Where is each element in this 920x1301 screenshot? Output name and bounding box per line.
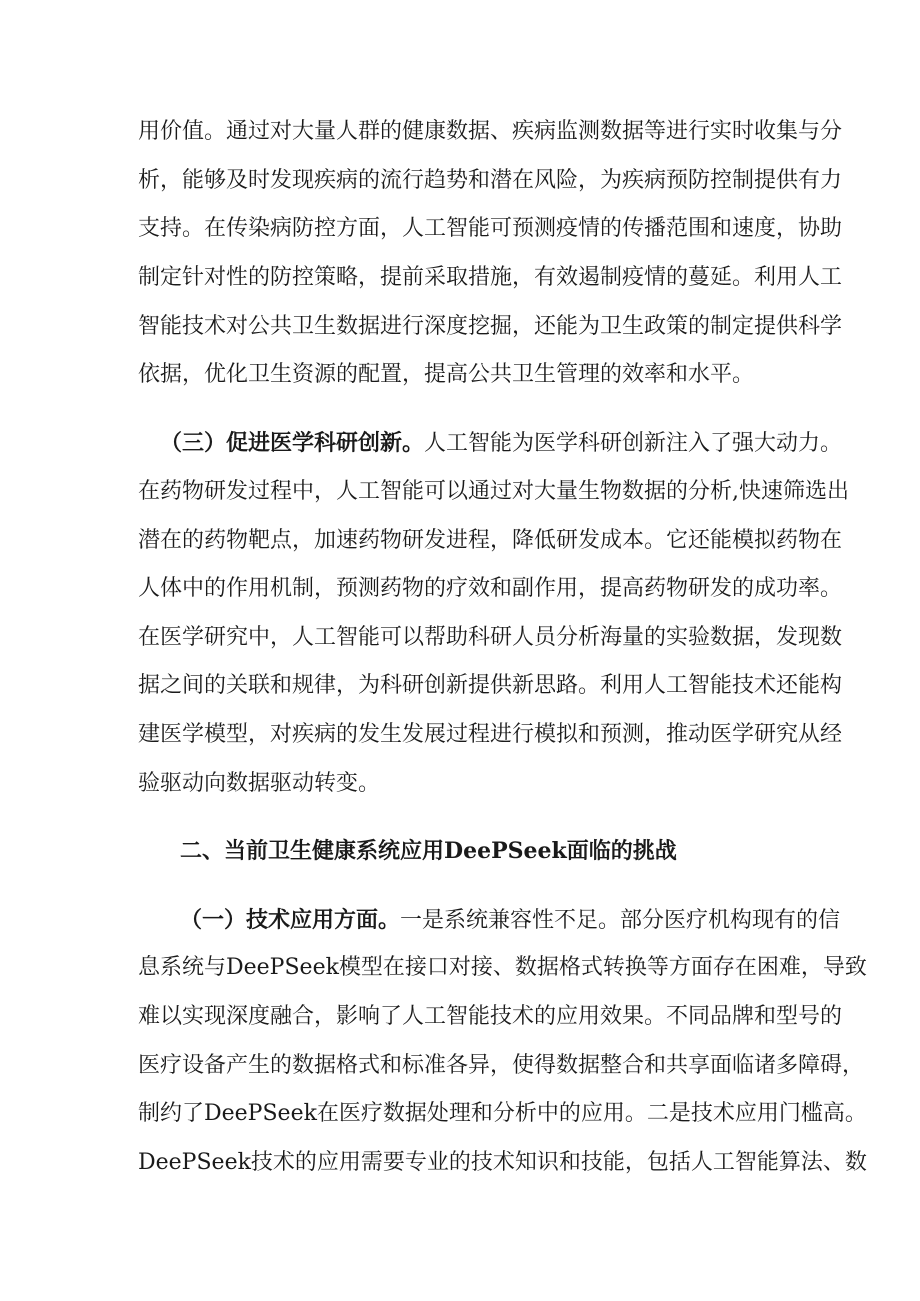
paragraph-line: 制约了DeePSeek在医疗数据处理和分析中的应用。二是技术应用门槛高。 (138, 1101, 867, 1126)
paragraph-first-line (160, 423, 842, 463)
paragraph-line: 制定针对性的防控策略，提前采取措施，有效遏制疫情的蔓延。利用人工 (138, 265, 843, 290)
paragraph-line: 支持。在传染病防控方面，人工智能可预测疫情的传播范围和速度，协助 (138, 216, 843, 241)
paragraph-line: 难以实现深度融合，影响了人工智能技术的应用效果。不同品牌和型号的 (138, 1004, 843, 1029)
paragraph-line: DeePSeek技术的应用需要专业的技术知识和技能，包括人工智能算法、数 (138, 1150, 867, 1175)
paragraph-line: 息系统与DeePSeek模型在接口对接、数据格式转换等方面存在困难，导致 (138, 955, 867, 980)
subsection-heading: （一）技术应用方面。 (180, 907, 401, 933)
paragraph-line: 在医学研究中，人工智能可以帮助科研人员分析海量的实验数据，发现数 (138, 625, 843, 650)
paragraph-line: 验驱动向数据驱动转变。 (138, 771, 381, 796)
paragraph-line: 据之间的关联和规律，为科研创新提供新思路。利用人工智能技术还能构 (138, 673, 843, 698)
paragraph-line: 在药物研发过程中，人工智能可以通过对大量生物数据的分析,快速筛选出 (138, 479, 849, 504)
paragraph-line: 潜在的药物靶点，加速药物研发进程，降低研发成本。它还能模拟药物在 (138, 528, 843, 553)
paragraph-line: 智能技术对公共卫生数据进行深度挖掘，还能为卫生政策的制定提供科学 (138, 314, 843, 339)
paragraph-first-line (180, 900, 840, 940)
paragraph-line: 人体中的作用机制，预测药物的疗效和副作用，提高药物研发的成功率。 (138, 576, 843, 601)
section-title: 二、当前卫生健康系统应用DeePSeek面临的挑战 (180, 838, 677, 864)
paragraph-line: 析，能够及时发现疾病的流行趋势和潜在风险，为疾病预防控制提供有力 (138, 168, 843, 193)
paragraph-line: 用价值。通过对大量人群的健康数据、疾病监测数据等进行实时收集与分 (138, 119, 843, 144)
paragraph-text: 一是系统兼容性不足。部分医疗机构现有的信 (400, 908, 841, 933)
paragraph-line: 建医学模型，对疾病的发生发展过程进行模拟和预测，推动医学研究从经 (138, 722, 843, 747)
paragraph-line: 依据，优化卫生资源的配置，提高公共卫生管理的效率和水平。 (138, 362, 755, 387)
paragraph-text: 人工智能为医学科研创新注入了强大动力。 (424, 431, 843, 456)
subsection-heading: （三）促进医学科研创新。 (160, 430, 425, 456)
paragraph-line: 医疗设备产生的数据格式和标准各异，使得数据整合和共享面临诸多障碍， (138, 1053, 865, 1078)
